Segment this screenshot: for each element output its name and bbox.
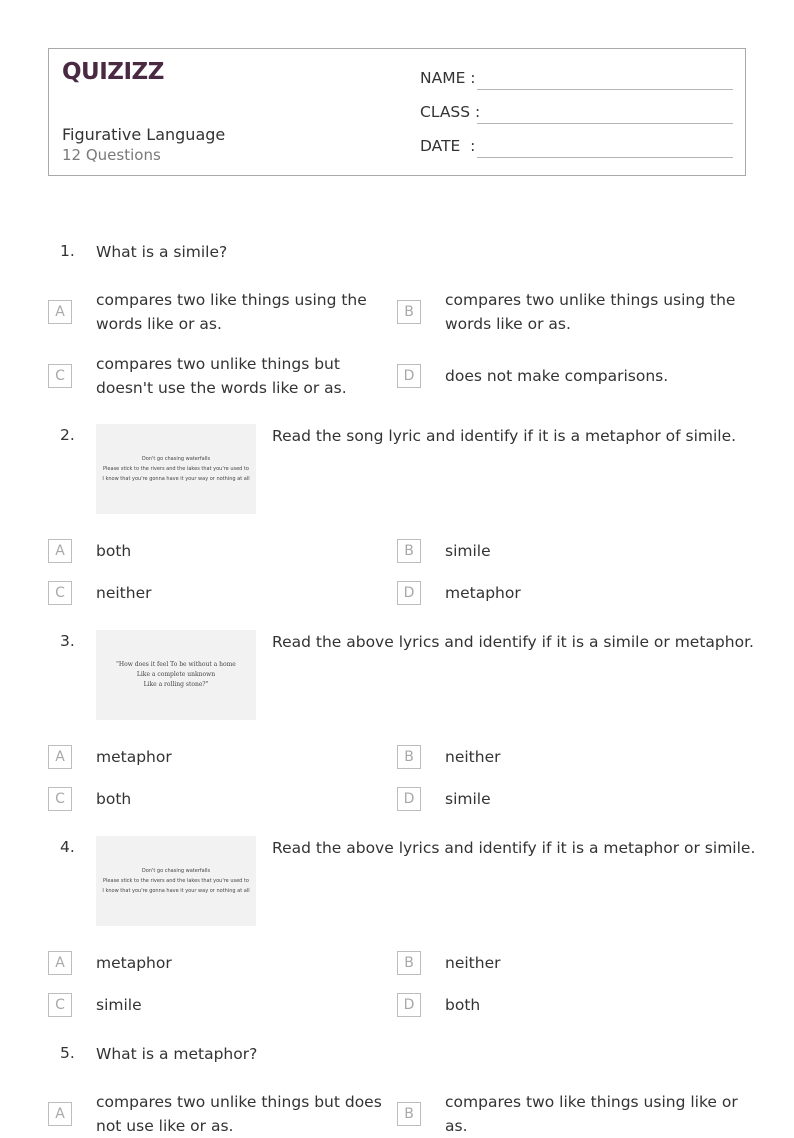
question-number: 1. (60, 242, 75, 260)
option-text: compares two unlike things using the words like or as. (445, 291, 736, 333)
option-letter[interactable]: D (397, 364, 421, 388)
class-line (477, 123, 733, 124)
question-text: What is a simile? (96, 243, 228, 261)
image-lyric-line: Don't go chasing waterfalls (141, 456, 211, 462)
image-lyric-line: I know that you're gonna have it your way or nothing at all (102, 888, 250, 894)
option-letter[interactable]: B (397, 745, 421, 769)
option-letter[interactable]: C (48, 364, 72, 388)
option-text: simile (445, 542, 491, 560)
image-lyric-line: Don't go chasing waterfalls (141, 868, 211, 874)
option-letter[interactable]: B (397, 1102, 421, 1126)
logo-text: QUIZIZZ (62, 59, 164, 85)
image-lyric-line: I know that you're gonna have it your way or nothing at all (102, 476, 250, 482)
image-lyric-line: Please stick to the rivers and the lakes that you're used to (103, 878, 249, 884)
option-letter[interactable]: A (48, 300, 72, 324)
question-text: Read the above lyrics and identify if it is a simile or metaphor. (272, 633, 754, 651)
option-letter[interactable]: B (397, 300, 421, 324)
question-number: 4. (60, 838, 75, 856)
question-text: What is a metaphor? (96, 1045, 258, 1063)
question-image (96, 836, 256, 926)
option-letter[interactable]: A (48, 1102, 72, 1126)
option-letter[interactable]: D (397, 581, 421, 605)
option-text: neither (96, 584, 152, 602)
name-label: NAME : (420, 69, 476, 87)
question-image (96, 630, 256, 720)
option-letter[interactable]: B (397, 539, 421, 563)
option-text: metaphor (96, 748, 172, 766)
option-text: both (96, 790, 132, 808)
image-lyric-line: Like a rolling stone?" (143, 681, 209, 688)
option-letter[interactable]: A (48, 951, 72, 975)
option-text: compares two unlike things but doesn't use the words like or as. (96, 355, 347, 397)
option-text: compares two unlike things but does not use like or as. (96, 1093, 382, 1135)
option-text: does not make comparisons. (445, 367, 669, 385)
option-letter[interactable]: C (48, 787, 72, 811)
option-text: both (445, 996, 481, 1014)
class-label: CLASS : (420, 103, 481, 121)
question-image (96, 424, 256, 514)
option-text: simile (445, 790, 491, 808)
option-text: simile (96, 996, 142, 1014)
option-text: metaphor (96, 954, 172, 972)
option-letter[interactable]: C (48, 993, 72, 1017)
option-letter[interactable]: B (397, 951, 421, 975)
option-letter[interactable]: C (48, 581, 72, 605)
question-count: 12 Questions (62, 146, 161, 164)
question-number: 5. (60, 1044, 75, 1062)
question-text: Read the song lyric and identify if it is a metaphor of simile. (272, 427, 737, 445)
option-text: neither (445, 954, 501, 972)
option-letter[interactable]: A (48, 539, 72, 563)
image-lyric-line: Like a complete unknown (136, 671, 216, 678)
option-letter[interactable]: A (48, 745, 72, 769)
option-text: compares two like things using the words like or as. (96, 291, 367, 333)
question-text: Read the above lyrics and identify if it is a metaphor or simile. (272, 839, 756, 857)
name-line (477, 89, 733, 90)
question-number: 3. (60, 632, 75, 650)
option-text: neither (445, 748, 501, 766)
worksheet-header (48, 48, 746, 176)
quizizz-logo (62, 59, 164, 89)
option-text: compares two like things using like or as. (445, 1093, 738, 1135)
image-lyric-line: "How does it feel To be without a home (116, 661, 236, 668)
date-label: DATE : (420, 137, 476, 155)
question-number: 2. (60, 426, 75, 444)
option-letter[interactable]: D (397, 993, 421, 1017)
option-letter[interactable]: D (397, 787, 421, 811)
option-text: both (96, 542, 132, 560)
worksheet-title: Figurative Language (62, 125, 226, 144)
option-text: metaphor (445, 584, 521, 602)
date-line (477, 157, 733, 158)
image-lyric-line: Please stick to the rivers and the lakes that you're used to (103, 466, 249, 472)
